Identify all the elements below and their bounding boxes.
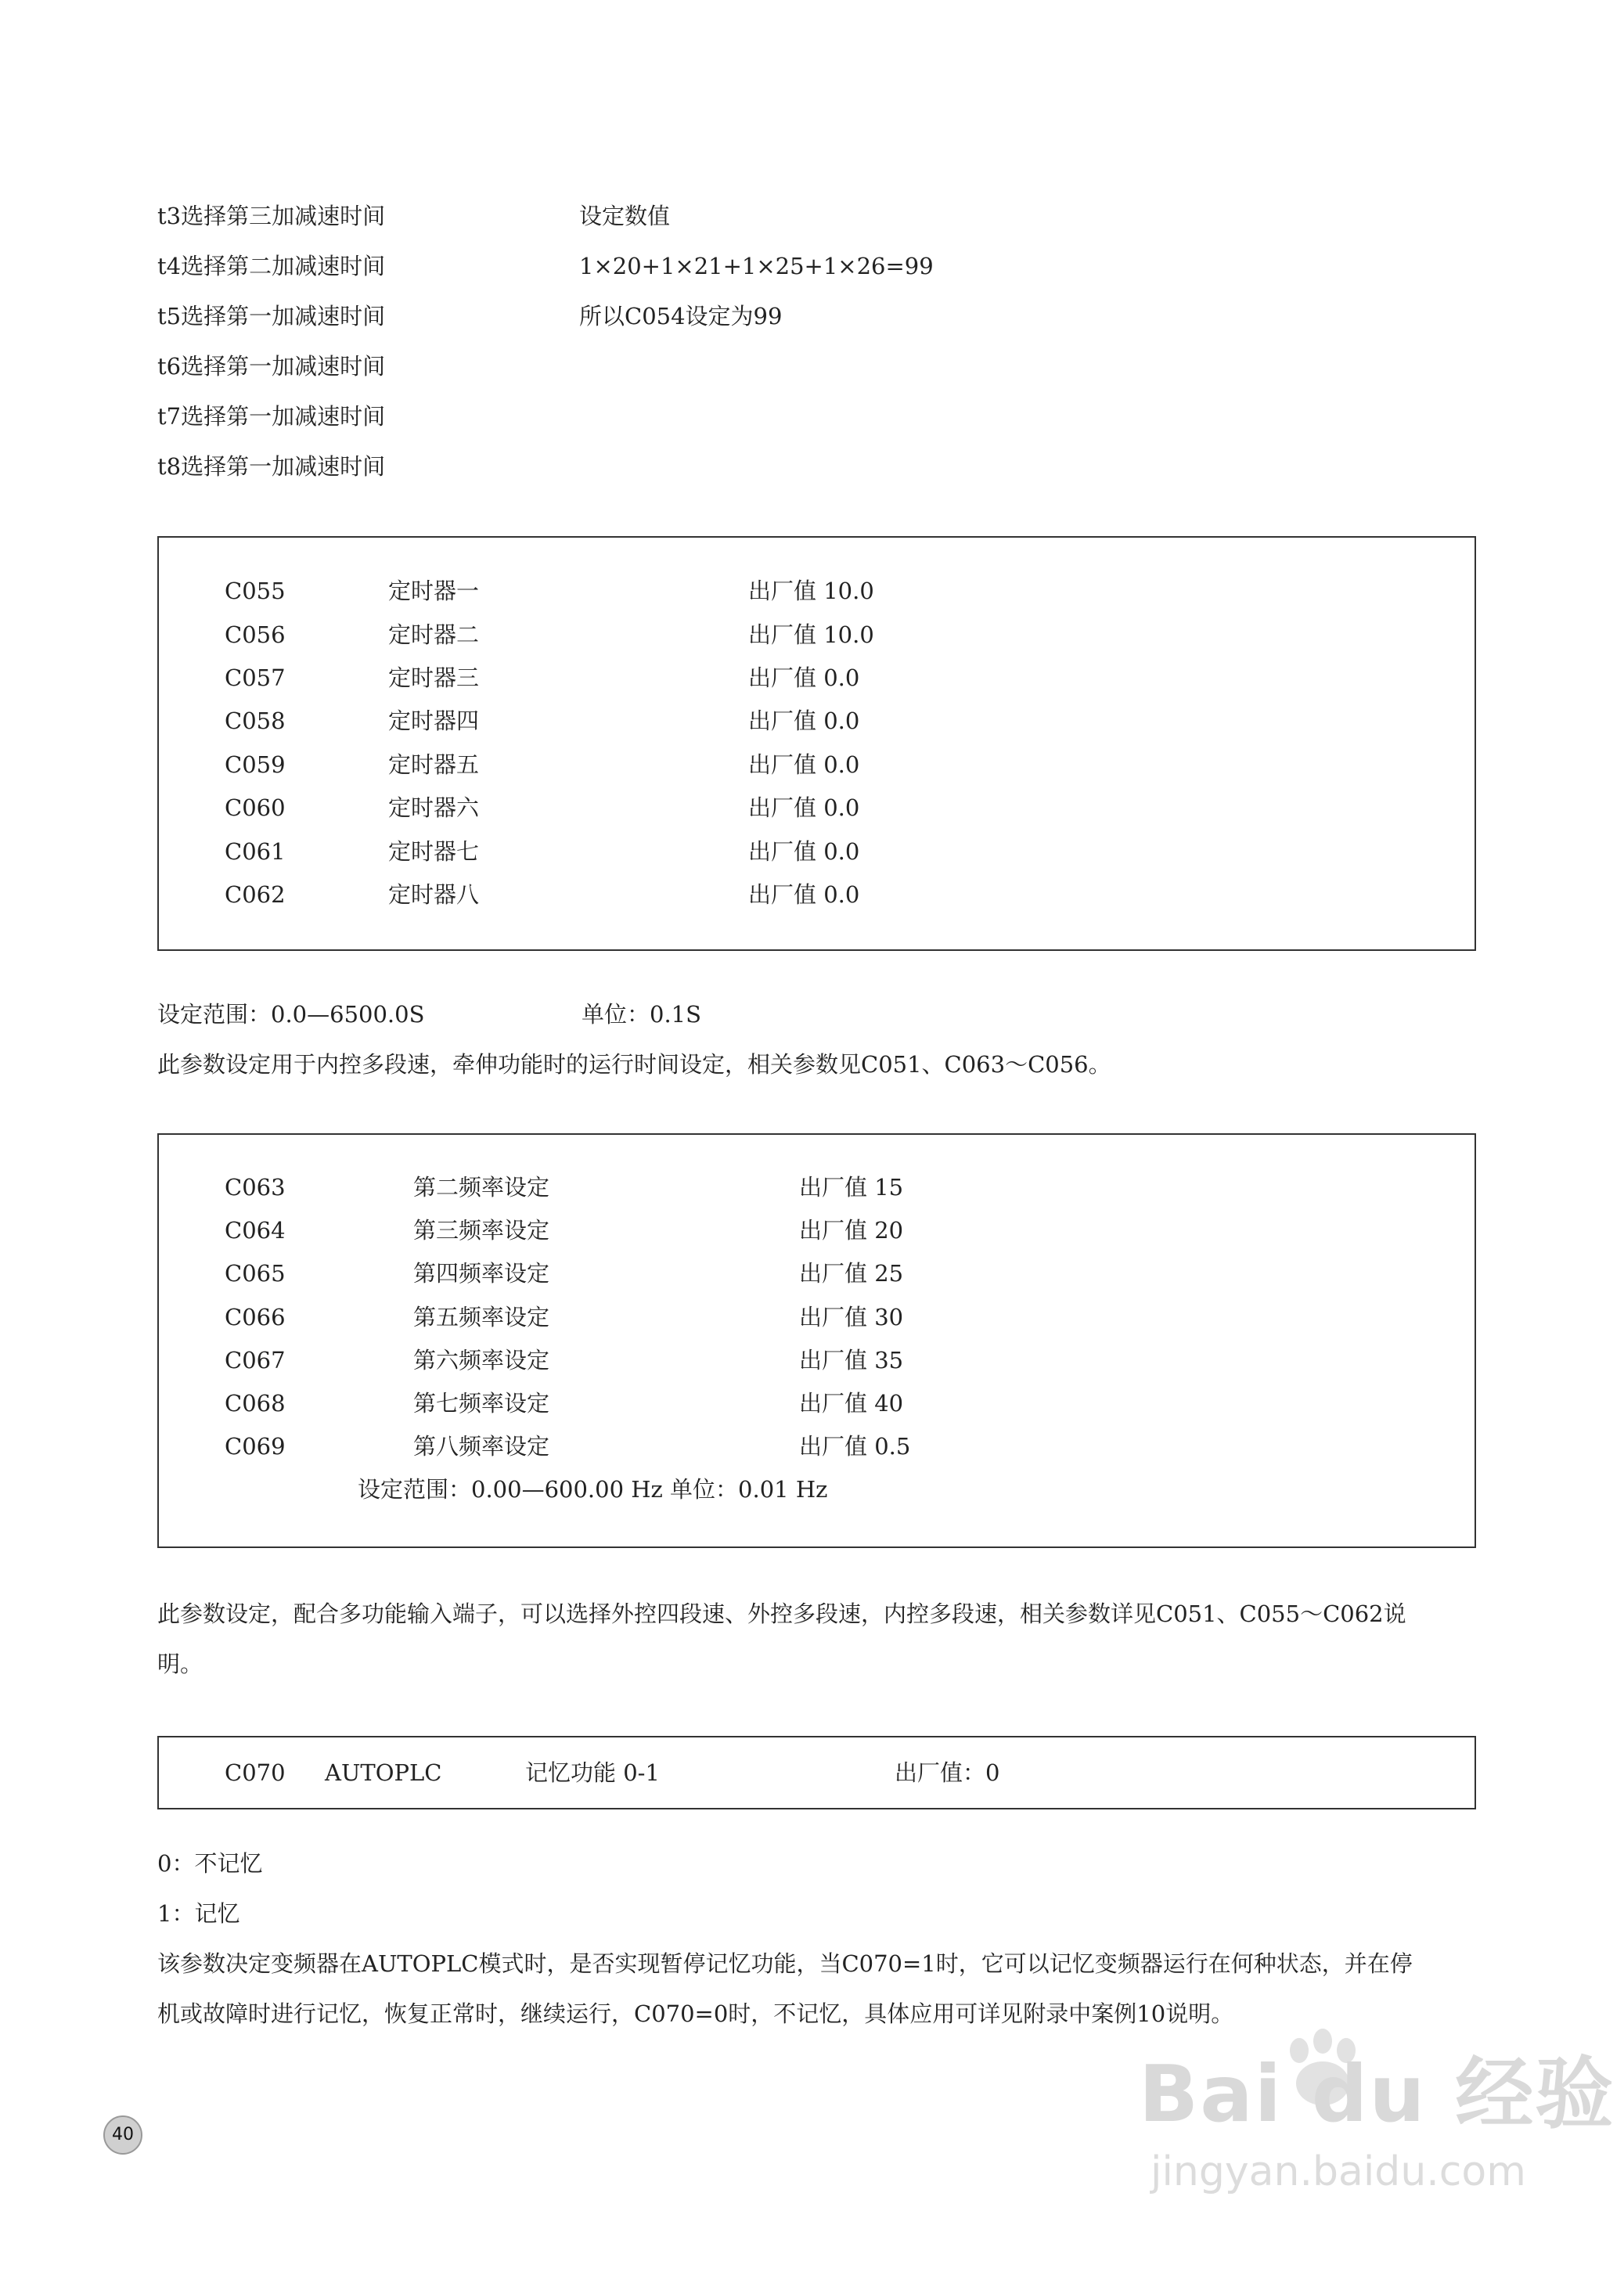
intro-left-line: t6选择第一加减速时间 xyxy=(157,353,386,380)
param-name: 第三频率设定 xyxy=(413,1217,550,1244)
frequency-param-box xyxy=(157,1133,1476,1548)
param-default: 出厂值 0.0 xyxy=(748,881,860,908)
param-name: 定时器二 xyxy=(388,621,480,648)
param-default: 出厂值：0 xyxy=(895,1759,1000,1786)
param-name: 第七频率设定 xyxy=(413,1390,550,1417)
param-name: 定时器三 xyxy=(388,664,480,691)
param-name: 定时器八 xyxy=(388,881,480,908)
param-default: 出厂值 10.0 xyxy=(748,578,874,604)
param-code: C059 xyxy=(225,751,286,778)
frequency-description-line: 此参数设定，配合多功能输入端子，可以选择外控四段速、外控多段速，内控多段速，相关参数详见C051、C055～C062说 xyxy=(157,1600,1406,1627)
intro-left-line: t5选择第一加减速时间 xyxy=(157,303,386,329)
param-name: 第二频率设定 xyxy=(413,1174,550,1201)
param-default: 出厂值 40 xyxy=(799,1390,904,1417)
param-default: 出厂值 0.0 xyxy=(748,664,860,691)
param-name: 定时器七 xyxy=(388,838,480,865)
autoplc-description-line: 机或故障时进行记忆，恢复正常时，继续运行，C070=0时，不记忆，具体应用可详见附录中案例10说明。 xyxy=(157,2000,1234,2027)
param-code: C070 xyxy=(225,1759,286,1786)
baidu-watermark-logo: Bai du 经验 xyxy=(1139,2048,1615,2140)
param-code: C062 xyxy=(225,881,286,908)
param-code: C064 xyxy=(225,1217,286,1244)
timer-param-box xyxy=(157,536,1476,951)
param-default: 出厂值 0.0 xyxy=(748,751,860,778)
param-name: AUTOPLC xyxy=(325,1759,442,1786)
param-default: 出厂值 0.0 xyxy=(748,708,860,734)
param-code: C067 xyxy=(225,1347,286,1374)
param-code: C060 xyxy=(225,794,286,821)
intro-left-line: t7选择第一加减速时间 xyxy=(157,403,386,430)
param-code: C066 xyxy=(225,1304,286,1330)
intro-right-line: 设定数值 xyxy=(579,203,671,229)
param-function: 记忆功能 0-1 xyxy=(525,1759,660,1786)
param-default: 出厂值 0.0 xyxy=(748,838,860,865)
param-default: 出厂值 30 xyxy=(799,1304,904,1330)
param-name: 定时器一 xyxy=(388,578,480,604)
autoplc-param-box xyxy=(157,1736,1476,1809)
param-default: 出厂值 0.5 xyxy=(799,1433,911,1460)
param-code: C056 xyxy=(225,621,286,648)
timer-description: 此参数设定用于内控多段速，牵伸功能时的运行时间设定，相关参数见C051、C063～C056。 xyxy=(157,1051,1111,1078)
param-default: 出厂值 0.0 xyxy=(748,794,860,821)
intro-left-line: t8选择第一加减速时间 xyxy=(157,453,386,480)
param-name: 定时器四 xyxy=(388,708,480,734)
param-code: C055 xyxy=(225,578,286,604)
timer-range: 设定范围：0.0—6500.0S xyxy=(157,1001,425,1028)
param-default: 出厂值 20 xyxy=(799,1217,904,1244)
intro-right-line: 所以C054设定为99 xyxy=(579,303,783,329)
param-code: C061 xyxy=(225,838,286,865)
intro-left-line: t4选择第二加减速时间 xyxy=(157,253,386,279)
param-code: C068 xyxy=(225,1390,286,1417)
frequency-description-line: 明。 xyxy=(157,1651,203,1677)
frequency-range: 设定范围：0.00—600.00 Hz 单位：0.01 Hz xyxy=(358,1476,828,1503)
param-code: C069 xyxy=(225,1433,286,1460)
param-code: C063 xyxy=(225,1174,286,1201)
intro-left-line: t3选择第三加减速时间 xyxy=(157,203,386,229)
param-default: 出厂值 15 xyxy=(799,1174,904,1201)
param-default: 出厂值 35 xyxy=(799,1347,904,1374)
autoplc-option-0: 0：不记忆 xyxy=(157,1850,263,1877)
autoplc-option-1: 1：记忆 xyxy=(157,1900,240,1927)
autoplc-description-line: 该参数决定变频器在AUTOPLC模式时，是否实现暂停记忆功能，当C070=1时，它可以记忆变频器运行在何种状态，并在停 xyxy=(157,1950,1413,1977)
intro-right-line: 1×20+1×21+1×25+1×26=99 xyxy=(579,253,934,279)
param-default: 出厂值 25 xyxy=(799,1260,904,1287)
param-code: C058 xyxy=(225,708,286,734)
param-name: 定时器六 xyxy=(388,794,480,821)
page-number: 40 xyxy=(103,2115,142,2155)
param-code: C057 xyxy=(225,664,286,691)
timer-unit: 单位：0.1S xyxy=(582,1001,701,1028)
param-name: 第八频率设定 xyxy=(413,1433,550,1460)
param-name: 定时器五 xyxy=(388,751,480,778)
param-name: 第五频率设定 xyxy=(413,1304,550,1330)
baidu-watermark-url: jingyan.baidu.com xyxy=(1150,2148,1526,2195)
param-name: 第六频率设定 xyxy=(413,1347,550,1374)
param-name: 第四频率设定 xyxy=(413,1260,550,1287)
param-code: C065 xyxy=(225,1260,286,1287)
param-default: 出厂值 10.0 xyxy=(748,621,874,648)
